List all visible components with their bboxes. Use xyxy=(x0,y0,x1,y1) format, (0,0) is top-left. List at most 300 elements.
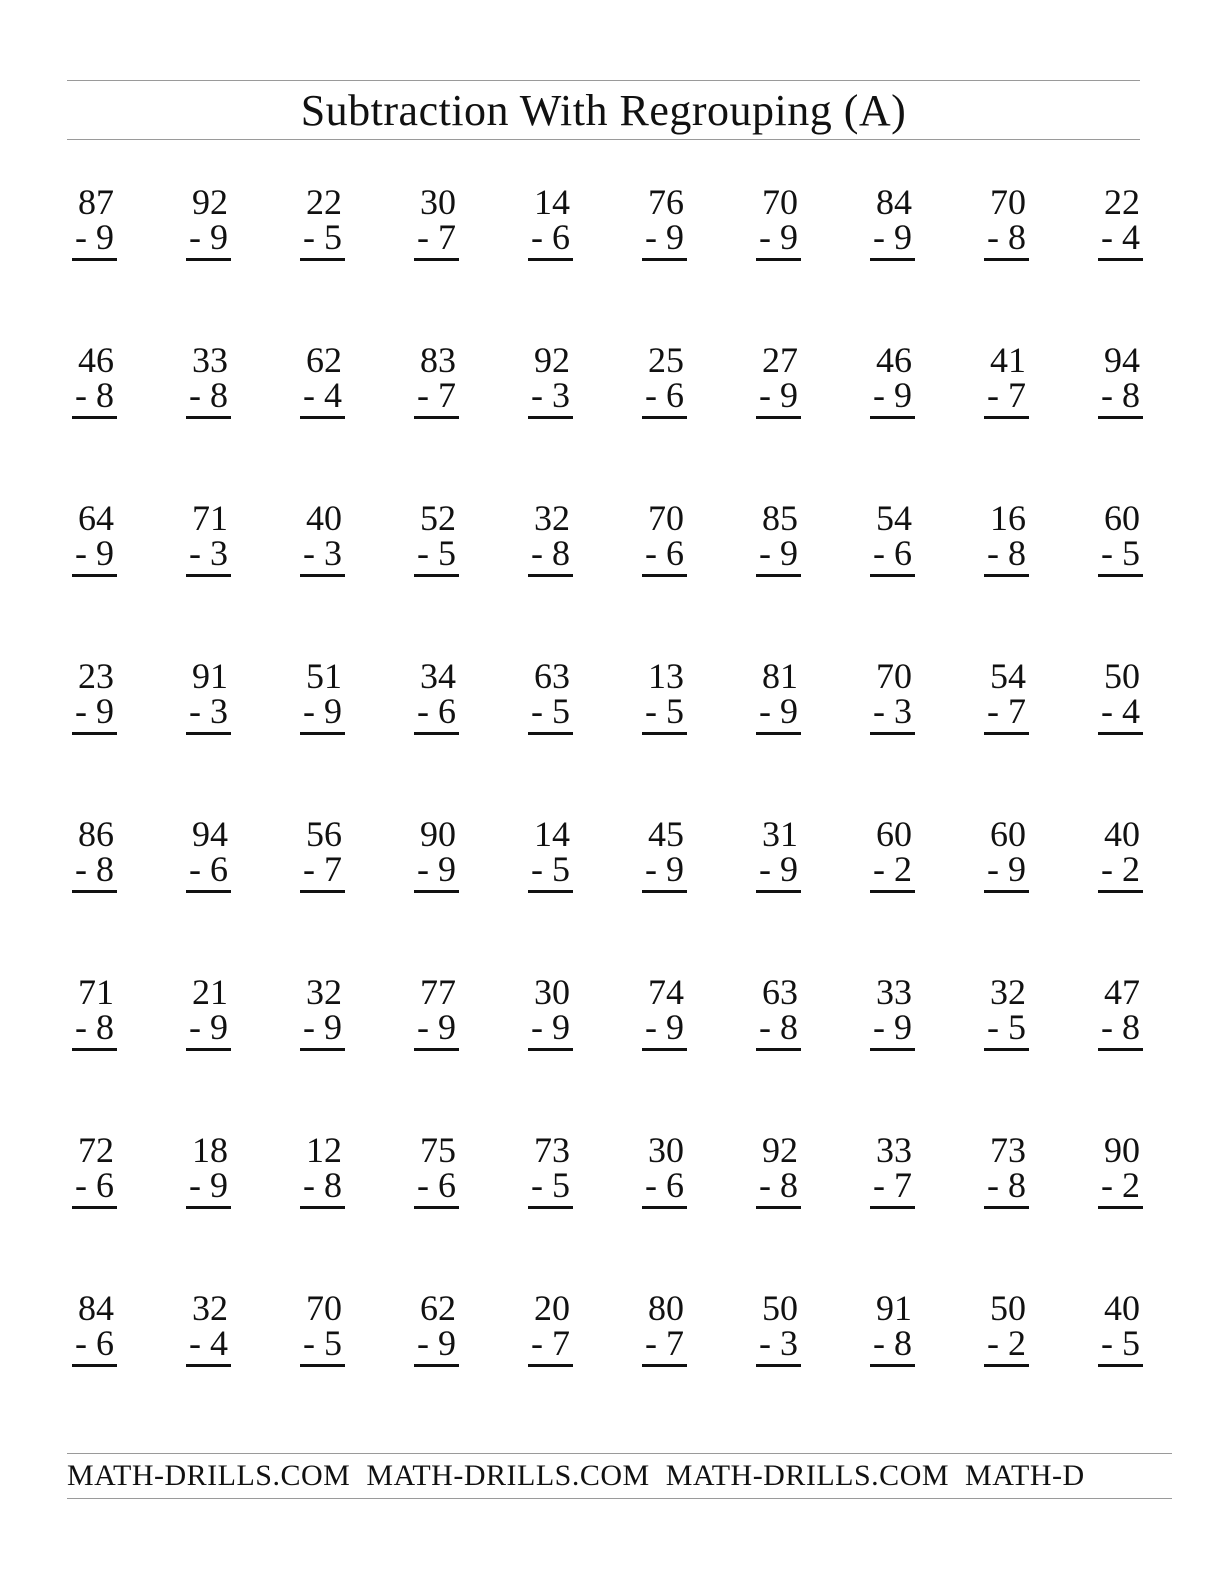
answer-line xyxy=(528,574,573,577)
subtrahend: - 7 xyxy=(417,375,456,415)
minuend: 54 xyxy=(876,498,912,538)
problem-r6-c1 xyxy=(72,972,117,1051)
minuend: 70 xyxy=(762,182,798,222)
answer-line xyxy=(414,890,459,893)
subtrahend: - 6 xyxy=(645,1165,684,1205)
subtrahend: - 8 xyxy=(531,533,570,573)
answer-line xyxy=(186,1206,231,1209)
problem-r5-c2 xyxy=(186,814,231,893)
subtrahend: - 8 xyxy=(987,217,1026,257)
problem-r8-c5 xyxy=(528,1288,573,1367)
minuend: 30 xyxy=(534,972,570,1012)
problem-r5-c7 xyxy=(756,814,801,893)
answer-line xyxy=(414,1206,459,1209)
minuend: 94 xyxy=(1104,340,1140,380)
subtrahend: - 5 xyxy=(1101,1323,1140,1363)
problem-r4-c8 xyxy=(870,656,915,735)
answer-line xyxy=(186,1364,231,1367)
subtrahend: - 7 xyxy=(987,691,1026,731)
problem-r3-c10 xyxy=(1098,498,1143,577)
subtrahend: - 9 xyxy=(759,375,798,415)
answer-line xyxy=(642,416,687,419)
minuend: 20 xyxy=(534,1288,570,1328)
subtrahend: - 9 xyxy=(417,1323,456,1363)
minuend: 31 xyxy=(762,814,798,854)
subtrahend: - 9 xyxy=(75,533,114,573)
subtrahend: - 7 xyxy=(417,217,456,257)
problem-r5-c5 xyxy=(528,814,573,893)
minuend: 75 xyxy=(420,1130,456,1170)
problem-r3-c6 xyxy=(642,498,687,577)
subtrahend: - 6 xyxy=(189,849,228,889)
subtrahend: - 9 xyxy=(75,691,114,731)
problem-r3-c9 xyxy=(984,498,1029,577)
problem-r7-c1 xyxy=(72,1130,117,1209)
minuend: 85 xyxy=(762,498,798,538)
subtrahend: - 4 xyxy=(303,375,342,415)
minuend: 16 xyxy=(990,498,1026,538)
problem-r4-c3 xyxy=(300,656,345,735)
subtrahend: - 3 xyxy=(759,1323,798,1363)
problem-r4-c5 xyxy=(528,656,573,735)
answer-line xyxy=(300,890,345,893)
problem-r1-c9 xyxy=(984,182,1029,261)
minuend: 50 xyxy=(990,1288,1026,1328)
minuend: 23 xyxy=(78,656,114,696)
subtrahend: - 6 xyxy=(417,691,456,731)
answer-line xyxy=(300,1364,345,1367)
answer-line xyxy=(870,1048,915,1051)
minuend: 33 xyxy=(876,1130,912,1170)
subtrahend: - 6 xyxy=(645,533,684,573)
subtrahend: - 9 xyxy=(759,217,798,257)
answer-line xyxy=(528,1048,573,1051)
subtrahend: - 9 xyxy=(759,691,798,731)
problem-r2-c8 xyxy=(870,340,915,419)
minuend: 77 xyxy=(420,972,456,1012)
problem-r8-c2 xyxy=(186,1288,231,1367)
minuend: 84 xyxy=(78,1288,114,1328)
problem-r8-c8 xyxy=(870,1288,915,1367)
problem-r1-c3 xyxy=(300,182,345,261)
problem-r7-c8 xyxy=(870,1130,915,1209)
minuend: 22 xyxy=(306,182,342,222)
minuend: 32 xyxy=(192,1288,228,1328)
answer-line xyxy=(72,732,117,735)
minuend: 40 xyxy=(1104,814,1140,854)
minuend: 80 xyxy=(648,1288,684,1328)
problem-r3-c7 xyxy=(756,498,801,577)
footer-watermark: MATH-DRILLS.COM MATH-DRILLS.COM MATH-DRILLS.COM MATH-D xyxy=(67,1459,1085,1492)
problem-r3-c8 xyxy=(870,498,915,577)
problem-r7-c9 xyxy=(984,1130,1029,1209)
subtrahend: - 9 xyxy=(645,849,684,889)
minuend: 64 xyxy=(78,498,114,538)
minuend: 14 xyxy=(534,182,570,222)
subtrahend: - 5 xyxy=(531,691,570,731)
subtrahend: - 8 xyxy=(1101,1007,1140,1047)
subtrahend: - 9 xyxy=(759,533,798,573)
answer-line xyxy=(186,416,231,419)
subtrahend: - 5 xyxy=(531,849,570,889)
subtrahend: - 9 xyxy=(189,1007,228,1047)
subtrahend: - 2 xyxy=(987,1323,1026,1363)
problem-r8-c3 xyxy=(300,1288,345,1367)
minuend: 70 xyxy=(648,498,684,538)
problem-r3-c4 xyxy=(414,498,459,577)
subtrahend: - 7 xyxy=(645,1323,684,1363)
answer-line xyxy=(186,732,231,735)
subtrahend: - 3 xyxy=(189,533,228,573)
minuend: 81 xyxy=(762,656,798,696)
answer-line xyxy=(528,258,573,261)
answer-line xyxy=(984,890,1029,893)
minuend: 34 xyxy=(420,656,456,696)
answer-line xyxy=(1098,258,1143,261)
minuend: 73 xyxy=(990,1130,1026,1170)
minuend: 60 xyxy=(1104,498,1140,538)
problem-r1-c7 xyxy=(756,182,801,261)
subtrahend: - 7 xyxy=(873,1165,912,1205)
subtrahend: - 8 xyxy=(303,1165,342,1205)
subtrahend: - 9 xyxy=(873,1007,912,1047)
answer-line xyxy=(72,1364,117,1367)
answer-line xyxy=(756,1364,801,1367)
subtrahend: - 8 xyxy=(873,1323,912,1363)
problem-r2-c7 xyxy=(756,340,801,419)
minuend: 45 xyxy=(648,814,684,854)
subtrahend: - 9 xyxy=(417,849,456,889)
problem-r3-c2 xyxy=(186,498,231,577)
problem-r4-c2 xyxy=(186,656,231,735)
answer-line xyxy=(186,258,231,261)
subtrahend: - 9 xyxy=(645,1007,684,1047)
answer-line xyxy=(642,1048,687,1051)
answer-line xyxy=(72,1206,117,1209)
minuend: 46 xyxy=(876,340,912,380)
answer-line xyxy=(756,258,801,261)
title-bar xyxy=(67,80,1140,140)
minuend: 71 xyxy=(192,498,228,538)
subtrahend: - 8 xyxy=(75,1007,114,1047)
subtrahend: - 6 xyxy=(531,217,570,257)
problem-r7-c5 xyxy=(528,1130,573,1209)
problem-r7-c3 xyxy=(300,1130,345,1209)
answer-line xyxy=(756,890,801,893)
problem-r4-c4 xyxy=(414,656,459,735)
subtrahend: - 8 xyxy=(75,849,114,889)
answer-line xyxy=(1098,732,1143,735)
minuend: 18 xyxy=(192,1130,228,1170)
problem-r2-c3 xyxy=(300,340,345,419)
subtrahend: - 6 xyxy=(75,1323,114,1363)
minuend: 12 xyxy=(306,1130,342,1170)
subtrahend: - 5 xyxy=(531,1165,570,1205)
answer-line xyxy=(414,416,459,419)
problem-r8-c1 xyxy=(72,1288,117,1367)
answer-line xyxy=(186,890,231,893)
minuend: 41 xyxy=(990,340,1026,380)
subtrahend: - 9 xyxy=(303,1007,342,1047)
minuend: 94 xyxy=(192,814,228,854)
subtrahend: - 8 xyxy=(75,375,114,415)
problem-r5-c9 xyxy=(984,814,1029,893)
problem-r1-c8 xyxy=(870,182,915,261)
answer-line xyxy=(642,258,687,261)
minuend: 22 xyxy=(1104,182,1140,222)
answer-line xyxy=(300,258,345,261)
minuend: 70 xyxy=(990,182,1026,222)
minuend: 62 xyxy=(306,340,342,380)
problem-r8-c6 xyxy=(642,1288,687,1367)
page-title: Subtraction With Regrouping (A) xyxy=(300,85,907,135)
subtrahend: - 8 xyxy=(759,1007,798,1047)
problem-r3-c1 xyxy=(72,498,117,577)
minuend: 72 xyxy=(78,1130,114,1170)
problem-r6-c9 xyxy=(984,972,1029,1051)
minuend: 87 xyxy=(78,182,114,222)
minuend: 51 xyxy=(306,656,342,696)
minuend: 91 xyxy=(192,656,228,696)
subtrahend: - 7 xyxy=(987,375,1026,415)
minuend: 52 xyxy=(420,498,456,538)
answer-line xyxy=(984,574,1029,577)
answer-line xyxy=(414,574,459,577)
subtrahend: - 3 xyxy=(303,533,342,573)
minuend: 90 xyxy=(1104,1130,1140,1170)
answer-line xyxy=(300,574,345,577)
minuend: 47 xyxy=(1104,972,1140,1012)
minuend: 50 xyxy=(762,1288,798,1328)
answer-line xyxy=(72,574,117,577)
subtrahend: - 9 xyxy=(189,1165,228,1205)
problem-r6-c7 xyxy=(756,972,801,1051)
problem-r5-c4 xyxy=(414,814,459,893)
answer-line xyxy=(984,416,1029,419)
minuend: 32 xyxy=(534,498,570,538)
problem-r6-c3 xyxy=(300,972,345,1051)
problem-r8-c9 xyxy=(984,1288,1029,1367)
minuend: 40 xyxy=(1104,1288,1140,1328)
subtrahend: - 6 xyxy=(645,375,684,415)
subtrahend: - 4 xyxy=(1101,691,1140,731)
answer-line xyxy=(1098,1364,1143,1367)
subtrahend: - 7 xyxy=(531,1323,570,1363)
answer-line xyxy=(300,1048,345,1051)
problem-r5-c10 xyxy=(1098,814,1143,893)
answer-line xyxy=(414,1048,459,1051)
answer-line xyxy=(528,1364,573,1367)
problem-r5-c6 xyxy=(642,814,687,893)
answer-line xyxy=(642,1206,687,1209)
answer-line xyxy=(414,258,459,261)
answer-line xyxy=(642,890,687,893)
minuend: 91 xyxy=(876,1288,912,1328)
minuend: 71 xyxy=(78,972,114,1012)
problem-r3-c3 xyxy=(300,498,345,577)
problems-grid xyxy=(72,182,1143,1367)
minuend: 54 xyxy=(990,656,1026,696)
problem-r5-c3 xyxy=(300,814,345,893)
minuend: 50 xyxy=(1104,656,1140,696)
subtrahend: - 6 xyxy=(417,1165,456,1205)
subtrahend: - 6 xyxy=(873,533,912,573)
answer-line xyxy=(300,732,345,735)
problem-r1-c6 xyxy=(642,182,687,261)
problem-r2-c9 xyxy=(984,340,1029,419)
problem-r8-c4 xyxy=(414,1288,459,1367)
subtrahend: - 5 xyxy=(303,217,342,257)
minuend: 13 xyxy=(648,656,684,696)
answer-line xyxy=(756,732,801,735)
footer xyxy=(67,1453,1172,1499)
subtrahend: - 9 xyxy=(987,849,1026,889)
problem-r1-c2 xyxy=(186,182,231,261)
problem-r7-c6 xyxy=(642,1130,687,1209)
minuend: 92 xyxy=(762,1130,798,1170)
subtrahend: - 5 xyxy=(987,1007,1026,1047)
problem-r4-c6 xyxy=(642,656,687,735)
answer-line xyxy=(300,416,345,419)
answer-line xyxy=(756,416,801,419)
subtrahend: - 9 xyxy=(645,217,684,257)
minuend: 25 xyxy=(648,340,684,380)
problem-r1-c1 xyxy=(72,182,117,261)
minuend: 63 xyxy=(762,972,798,1012)
problem-r7-c4 xyxy=(414,1130,459,1209)
answer-line xyxy=(528,1206,573,1209)
minuend: 21 xyxy=(192,972,228,1012)
subtrahend: - 9 xyxy=(303,691,342,731)
answer-line xyxy=(756,574,801,577)
answer-line xyxy=(642,574,687,577)
problem-r6-c6 xyxy=(642,972,687,1051)
answer-line xyxy=(528,416,573,419)
minuend: 73 xyxy=(534,1130,570,1170)
subtrahend: - 9 xyxy=(873,217,912,257)
problem-r4-c10 xyxy=(1098,656,1143,735)
problem-r1-c4 xyxy=(414,182,459,261)
answer-line xyxy=(528,890,573,893)
subtrahend: - 8 xyxy=(189,375,228,415)
subtrahend: - 9 xyxy=(759,849,798,889)
problem-r4-c7 xyxy=(756,656,801,735)
answer-line xyxy=(984,1364,1029,1367)
subtrahend: - 2 xyxy=(873,849,912,889)
subtrahend: - 4 xyxy=(189,1323,228,1363)
problem-r2-c5 xyxy=(528,340,573,419)
minuend: 70 xyxy=(306,1288,342,1328)
minuend: 33 xyxy=(192,340,228,380)
problem-r2-c1 xyxy=(72,340,117,419)
subtrahend: - 3 xyxy=(531,375,570,415)
minuend: 90 xyxy=(420,814,456,854)
minuend: 83 xyxy=(420,340,456,380)
answer-line xyxy=(72,1048,117,1051)
answer-line xyxy=(72,416,117,419)
minuend: 92 xyxy=(534,340,570,380)
subtrahend: - 3 xyxy=(189,691,228,731)
subtrahend: - 9 xyxy=(873,375,912,415)
answer-line xyxy=(414,732,459,735)
answer-line xyxy=(642,732,687,735)
answer-line xyxy=(870,890,915,893)
answer-line xyxy=(1098,574,1143,577)
answer-line xyxy=(414,1364,459,1367)
answer-line xyxy=(72,258,117,261)
answer-line xyxy=(870,1364,915,1367)
subtrahend: - 4 xyxy=(1101,217,1140,257)
problem-r2-c4 xyxy=(414,340,459,419)
problem-r3-c5 xyxy=(528,498,573,577)
answer-line xyxy=(870,574,915,577)
problem-r5-c8 xyxy=(870,814,915,893)
answer-line xyxy=(984,1206,1029,1209)
subtrahend: - 9 xyxy=(531,1007,570,1047)
minuend: 74 xyxy=(648,972,684,1012)
answer-line xyxy=(870,732,915,735)
minuend: 76 xyxy=(648,182,684,222)
problem-r7-c2 xyxy=(186,1130,231,1209)
minuend: 33 xyxy=(876,972,912,1012)
answer-line xyxy=(1098,1048,1143,1051)
answer-line xyxy=(1098,1206,1143,1209)
minuend: 14 xyxy=(534,814,570,854)
answer-line xyxy=(1098,890,1143,893)
answer-line xyxy=(984,1048,1029,1051)
subtrahend: - 6 xyxy=(75,1165,114,1205)
subtrahend: - 9 xyxy=(417,1007,456,1047)
minuend: 62 xyxy=(420,1288,456,1328)
answer-line xyxy=(1098,416,1143,419)
problem-r5-c1 xyxy=(72,814,117,893)
minuend: 84 xyxy=(876,182,912,222)
answer-line xyxy=(756,1206,801,1209)
problem-r6-c5 xyxy=(528,972,573,1051)
subtrahend: - 3 xyxy=(873,691,912,731)
minuend: 92 xyxy=(192,182,228,222)
minuend: 40 xyxy=(306,498,342,538)
problem-r4-c1 xyxy=(72,656,117,735)
subtrahend: - 9 xyxy=(189,217,228,257)
subtrahend: - 7 xyxy=(303,849,342,889)
answer-line xyxy=(984,258,1029,261)
problem-r1-c10 xyxy=(1098,182,1143,261)
subtrahend: - 2 xyxy=(1101,1165,1140,1205)
subtrahend: - 8 xyxy=(987,533,1026,573)
problem-r2-c2 xyxy=(186,340,231,419)
answer-line xyxy=(300,1206,345,1209)
problem-r8-c7 xyxy=(756,1288,801,1367)
minuend: 60 xyxy=(990,814,1026,854)
answer-line xyxy=(870,258,915,261)
subtrahend: - 8 xyxy=(987,1165,1026,1205)
subtrahend: - 5 xyxy=(417,533,456,573)
problem-r6-c8 xyxy=(870,972,915,1051)
problem-r6-c10 xyxy=(1098,972,1143,1051)
subtrahend: - 5 xyxy=(645,691,684,731)
minuend: 86 xyxy=(78,814,114,854)
answer-line xyxy=(186,574,231,577)
problem-r4-c9 xyxy=(984,656,1029,735)
minuend: 30 xyxy=(420,182,456,222)
answer-line xyxy=(72,890,117,893)
minuend: 70 xyxy=(876,656,912,696)
answer-line xyxy=(528,732,573,735)
answer-line xyxy=(186,1048,231,1051)
subtrahend: - 5 xyxy=(1101,533,1140,573)
minuend: 27 xyxy=(762,340,798,380)
